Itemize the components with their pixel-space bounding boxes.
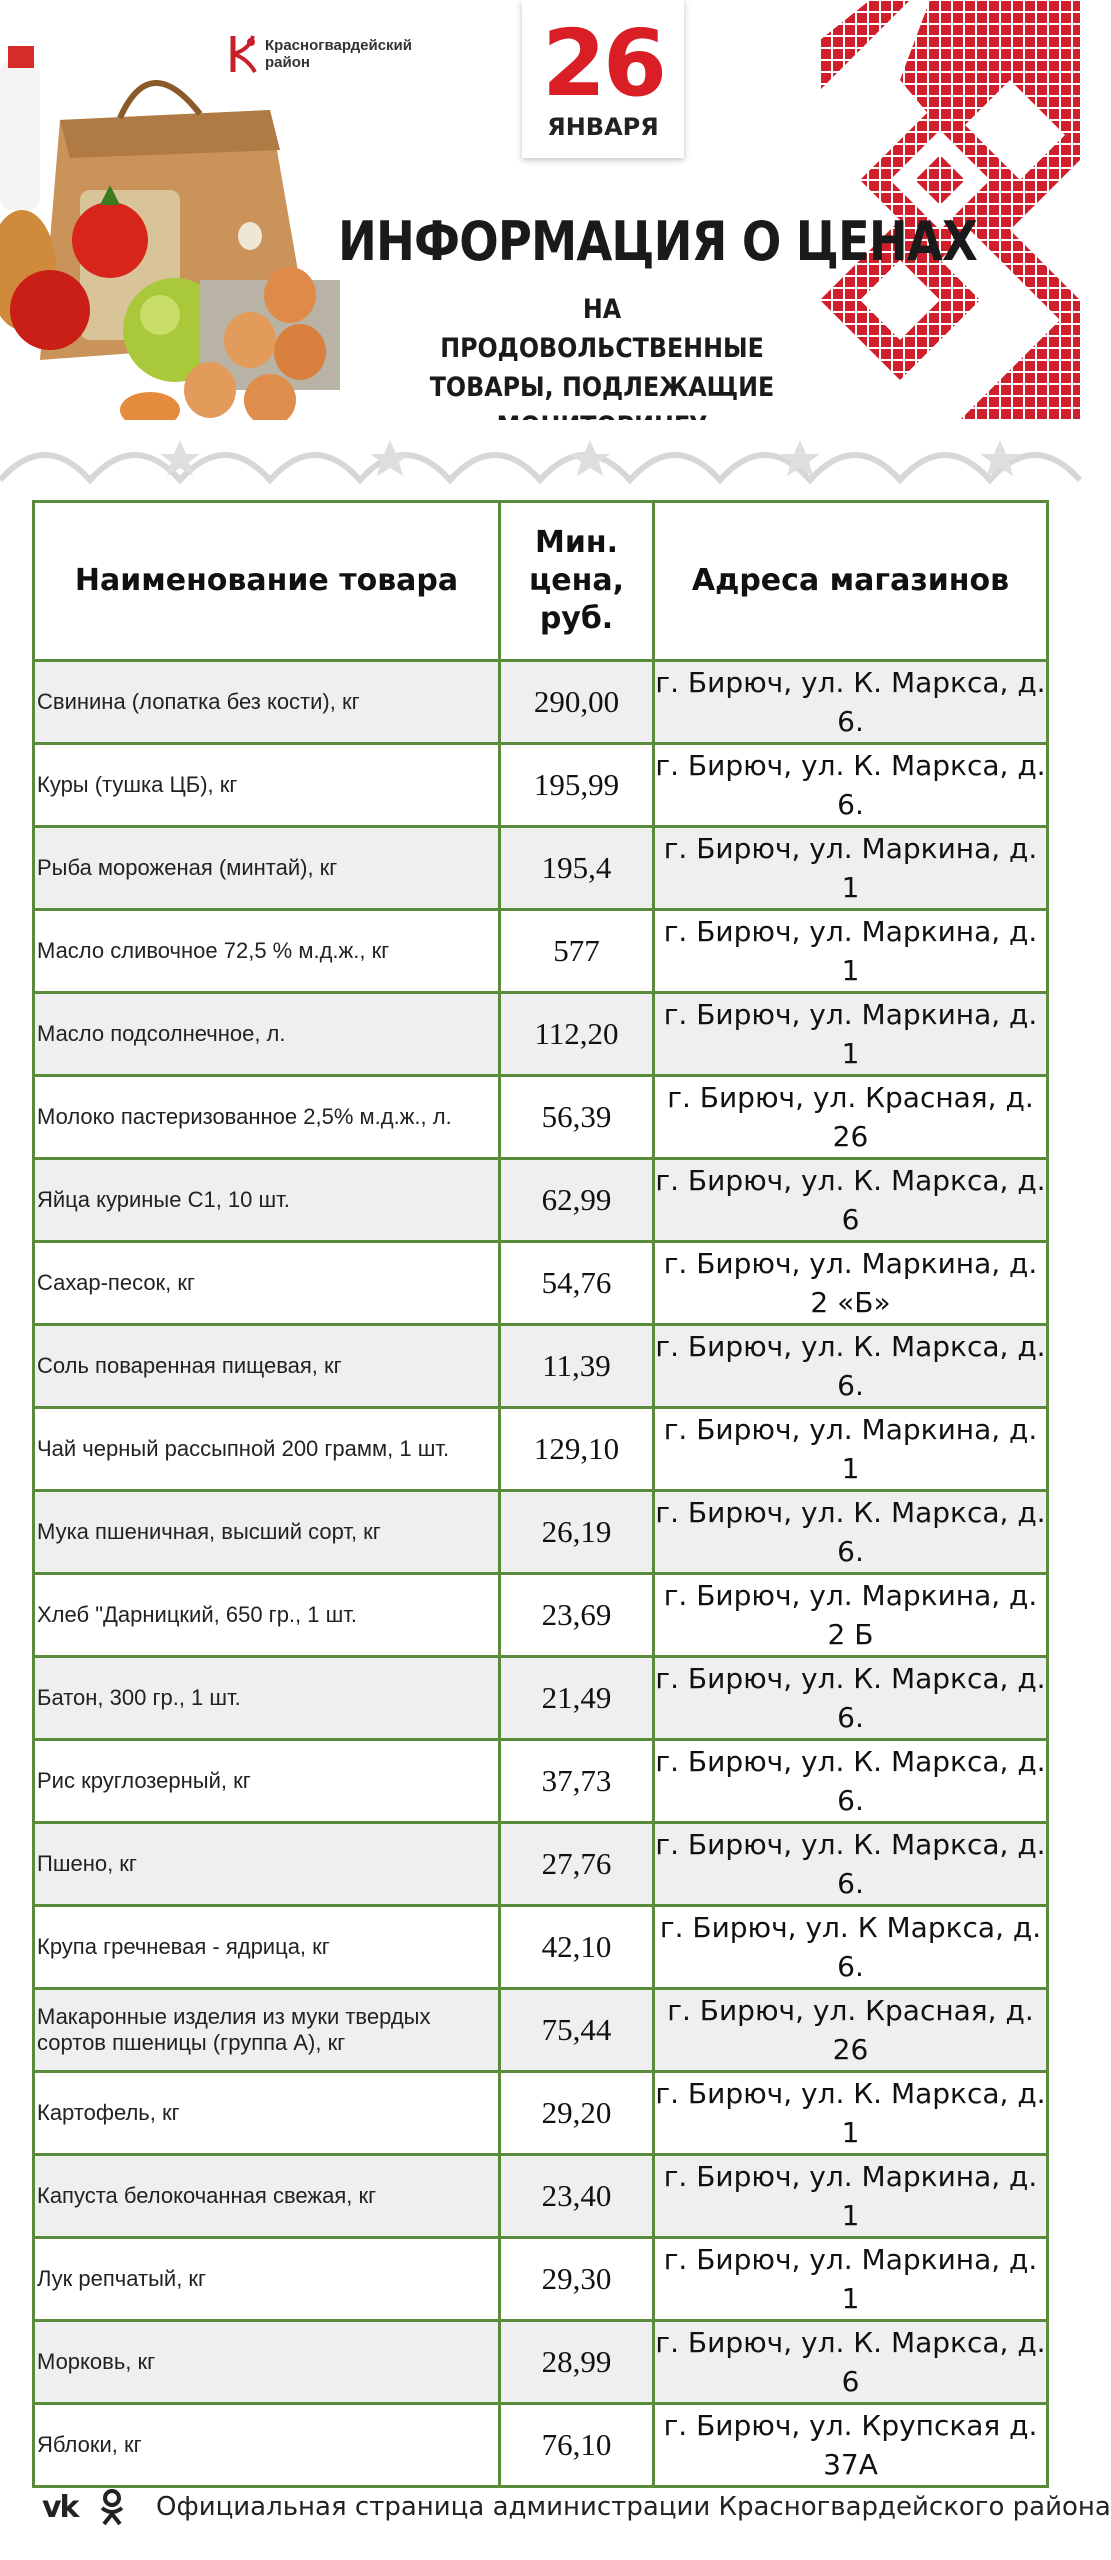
product-name: Мука пшеничная, высший сорт, кг (34, 1491, 500, 1574)
product-name: Куры (тушка ЦБ), кг (34, 744, 500, 827)
product-name: Молоко пастеризованное 2,5% м.д.ж., л. (34, 1076, 500, 1159)
table-row (34, 1242, 1048, 1325)
product-name: Рыба мороженая (минтай), кг (34, 827, 500, 910)
store-address: г. Бирюч, ул. К. Маркса, д. 6. (654, 1657, 1048, 1740)
product-name: Картофель, кг (34, 2072, 500, 2155)
store-address: г. Бирюч, ул. К. Маркса, д. 6. (654, 1325, 1048, 1408)
store-address: г. Бирюч, ул. К. Маркса, д. 6. (654, 1491, 1048, 1574)
product-name: Рис круглозерный, кг (34, 1740, 500, 1823)
page-title: ИНФОРМАЦИЯ О ЦЕНАХ (338, 210, 977, 273)
product-name: Пшено, кг (34, 1823, 500, 1906)
product-name: Чай черный рассыпной 200 грамм, 1 шт. (34, 1408, 500, 1491)
date-day: 26 (541, 10, 665, 117)
store-address: г. Бирюч, ул. Маркина, д. 2 «Б» (654, 1242, 1048, 1325)
store-address: г. Бирюч, ул. Маркина, д. 1 (654, 2155, 1048, 2238)
store-address: г. Бирюч, ул. Маркина, д. 1 (654, 993, 1048, 1076)
table-row (34, 744, 1048, 827)
product-name: Батон, 300 гр., 1 шт. (34, 1657, 500, 1740)
store-address: г. Бирюч, ул. Маркина, д. 2 Б (654, 1574, 1048, 1657)
product-name: Капуста белокочанная свежая, кг (34, 2155, 500, 2238)
product-price: 195,4 (500, 827, 654, 910)
store-address: г. Бирюч, ул. К Маркса, д. 6. (654, 1906, 1048, 1989)
product-name: Морковь, кг (34, 2321, 500, 2404)
footer-text: Официальная страница администрации Красногвардейского района (156, 2492, 1111, 2522)
product-price: 62,99 (500, 1159, 654, 1242)
table-row (34, 1408, 1048, 1491)
product-price: 29,20 (500, 2072, 654, 2155)
date-month: ЯНВАРЯ (547, 113, 659, 141)
store-address: г. Бирюч, ул. Красная, д. 26 (654, 1076, 1048, 1159)
product-price: 577 (500, 910, 654, 993)
product-price: 23,40 (500, 2155, 654, 2238)
product-price: 27,76 (500, 1823, 654, 1906)
store-address: г. Бирюч, ул. К. Маркса, д. 6 (654, 2321, 1048, 2404)
footer (0, 2470, 1111, 2560)
product-name: Лук репчатый, кг (34, 2238, 500, 2321)
logo-text: Красногвардейский район (265, 37, 413, 71)
table-row (34, 1989, 1048, 2072)
product-price: 42,10 (500, 1906, 654, 1989)
product-price: 29,30 (500, 2238, 654, 2321)
product-name: Яйца куриные С1, 10 шт. (34, 1159, 500, 1242)
store-address: г. Бирюч, ул. Маркина, д. 1 (654, 1408, 1048, 1491)
table-row (34, 1159, 1048, 1242)
product-name: Макаронные изделия из муки твердых сортов пшеницы (группа А), кг (34, 1989, 500, 2072)
product-name: Свинина (лопатка без кости), кг (34, 661, 500, 744)
table-row (34, 1906, 1048, 1989)
table-row (34, 661, 1048, 744)
table-row (34, 1491, 1048, 1574)
table-row (34, 910, 1048, 993)
decorative-pattern-strip (0, 420, 1080, 500)
table-row (34, 1076, 1048, 1159)
table-row (34, 1657, 1048, 1740)
product-price: 290,00 (500, 661, 654, 744)
product-name: Сахар-песок, кг (34, 1242, 500, 1325)
product-price: 129,10 (500, 1408, 654, 1491)
table-row (34, 2321, 1048, 2404)
product-price: 56,39 (500, 1076, 654, 1159)
table-row (34, 827, 1048, 910)
odnoklassniki-icon[interactable] (98, 2488, 126, 2528)
header-name: Наименование товара (34, 502, 500, 661)
district-logo-icon (225, 32, 259, 76)
district-logo (225, 32, 455, 76)
store-address: г. Бирюч, ул. Маркина, д. 1 (654, 827, 1048, 910)
product-price: 54,76 (500, 1242, 654, 1325)
product-price: 11,39 (500, 1325, 654, 1408)
store-address: г. Бирюч, ул. К. Маркса, д. 6. (654, 661, 1048, 744)
table-row (34, 1574, 1048, 1657)
page-subtitle: НА ПРОДОВОЛЬСТВЕННЫЕ ТОВАРЫ, ПОДЛЕЖАЩИЕ (429, 294, 775, 403)
product-name: Крупа гречневая - ядрица, кг (34, 1906, 500, 1989)
product-name: Масло сливочное 72,5 % м.д.ж., кг (34, 910, 500, 993)
groceries-illustration (0, 40, 340, 420)
store-address: г. Бирюч, ул. К. Маркса, д. 6. (654, 744, 1048, 827)
product-price: 28,99 (500, 2321, 654, 2404)
date-card (522, 0, 684, 158)
table-row (34, 2155, 1048, 2238)
price-table (32, 500, 1049, 2488)
store-address: г. Бирюч, ул. К. Маркса, д. 6. (654, 1823, 1048, 1906)
product-price: 75,44 (500, 1989, 654, 2072)
product-price: 37,73 (500, 1740, 654, 1823)
product-price: 23,69 (500, 1574, 654, 1657)
table-row (34, 993, 1048, 1076)
product-name: Соль поваренная пищевая, кг (34, 1325, 500, 1408)
table-header-row (34, 502, 1048, 661)
store-address: г. Бирюч, ул. К. Маркса, д. 1 (654, 2072, 1048, 2155)
store-address: г. Бирюч, ул. К. Маркса, д. 6. (654, 1740, 1048, 1823)
table-row (34, 2238, 1048, 2321)
product-name: Яблоки, кг (34, 2404, 500, 2487)
table-row (34, 1325, 1048, 1408)
product-price: 195,99 (500, 744, 654, 827)
store-address: г. Бирюч, ул. К. Маркса, д. 6 (654, 1159, 1048, 1242)
product-price: 21,49 (500, 1657, 654, 1740)
table-row (34, 1740, 1048, 1823)
product-price: 112,20 (500, 993, 654, 1076)
product-price: 76,10 (500, 2404, 654, 2487)
header-address: Адреса магазинов (654, 502, 1048, 661)
table-row (34, 1823, 1048, 1906)
store-address: г. Бирюч, ул. Маркина, д. 1 (654, 2238, 1048, 2321)
table-body (34, 661, 1048, 2487)
store-address: г. Бирюч, ул. Крупская д. 37А (654, 2404, 1048, 2487)
product-price: 26,19 (500, 1491, 654, 1574)
product-name: Масло подсолнечное, л. (34, 993, 500, 1076)
vk-icon[interactable]: vk (42, 2490, 78, 2525)
store-address: г. Бирюч, ул. Красная, д. 26 (654, 1989, 1048, 2072)
header-price: Мин. цена, руб. (500, 502, 654, 661)
product-name: Хлеб "Дарницкий, 650 гр., 1 шт. (34, 1574, 500, 1657)
store-address: г. Бирюч, ул. Маркина, д. 1 (654, 910, 1048, 993)
header-banner (0, 0, 1080, 420)
table-row (34, 2072, 1048, 2155)
